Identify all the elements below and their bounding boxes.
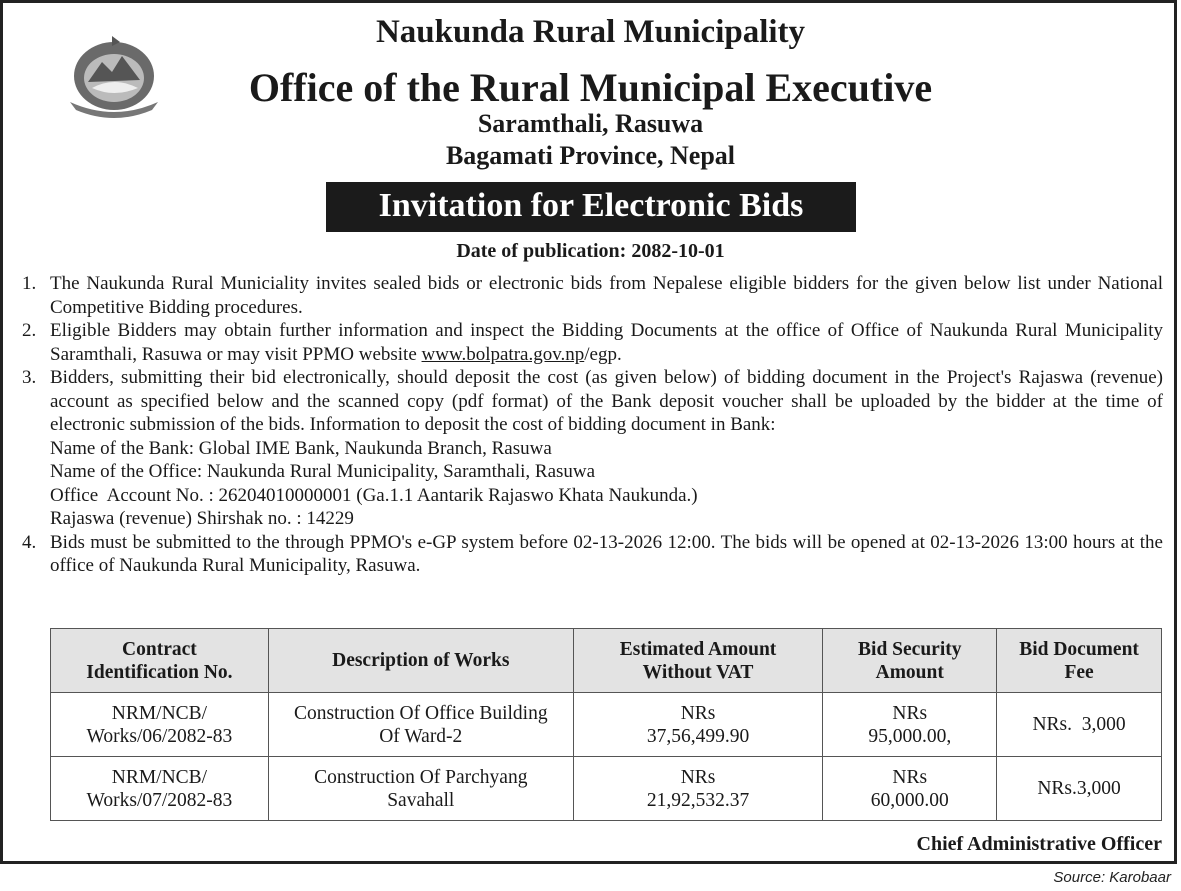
header-text: Identification No. — [86, 661, 233, 683]
office-location: Saramthali, Rasuwa — [477, 109, 704, 138]
header-contract-id — [51, 629, 269, 693]
cell-contract-id — [51, 757, 269, 821]
cell-bid-security — [823, 693, 997, 757]
cell-text: 95,000.00, — [868, 725, 952, 747]
cell-text: 37,56,499.90 — [646, 725, 750, 747]
account-number: Office Account No. : 26204010000001 (Ga.1.1 Aantarik Rajaswo Khata Naukunda.) — [50, 484, 698, 506]
source-credit: Source: Karobaar — [1053, 869, 1171, 886]
cell-text: 60,000.00 — [870, 789, 949, 811]
item-body — [50, 366, 1163, 531]
item-number: 3. — [22, 367, 37, 388]
cell-text: NRM/NCB/ — [111, 702, 208, 724]
item-text-part: /egp. — [584, 343, 622, 365]
cell-text: NRs — [680, 766, 716, 788]
list-item — [22, 319, 1163, 366]
list-item — [22, 366, 1163, 531]
revenue-heading-number: Rajaswa (revenue) Shirshak no. : 14229 — [50, 508, 354, 529]
list-item — [22, 531, 1163, 578]
cell-text: NRs — [892, 766, 928, 788]
header-document-fee — [997, 629, 1162, 693]
header-description — [268, 629, 573, 693]
cell-text: Works/06/2082-83 — [86, 725, 233, 747]
header-text: Bid Security — [858, 638, 962, 660]
item-text: Bidders, submitting their bid electronically, should deposit the cost (as given below) of bidding document in the Project's Rajaswa (revenue) account as specified below and the scanned copy (pdf format) of the Bank deposit voucher shall be uploaded by the bidder at the time of electronic submission of the bids. Information to deposit the cost of bidding document in Bank: — [50, 367, 1163, 435]
cell-text: NRs. 3,000 — [1032, 714, 1126, 735]
publication-date: Date of publication: 2082-10-01 — [456, 240, 725, 262]
signatory: Chief Administrative Officer — [916, 833, 1162, 855]
cell-bid-security — [823, 757, 997, 821]
ppmo-website-link[interactable]: www.bolpatra.gov.np — [421, 343, 585, 365]
header-text: Contract — [122, 638, 197, 660]
cell-text: NRs.3,000 — [1037, 778, 1121, 799]
bank-name: Name of the Bank: Global IME Bank, Naukunda Branch, Rasuwa — [50, 437, 552, 459]
header-text: Fee — [1064, 661, 1094, 683]
header-text: Bid Document — [1019, 638, 1139, 660]
cell-text: NRM/NCB/ — [111, 766, 208, 788]
cell-text: Of Ward-2 — [379, 725, 463, 747]
item-number: 1. — [22, 273, 37, 294]
office-name: Office of the Rural Municipal Executive — [248, 65, 933, 110]
header-bid-security — [823, 629, 997, 693]
cell-description — [268, 693, 573, 757]
list-item — [22, 272, 1163, 319]
notice-items — [22, 272, 1163, 578]
office-name-detail: Name of the Office: Naukunda Rural Municipality, Saramthali, Rasuwa — [50, 461, 596, 482]
header-text: Amount — [875, 661, 944, 683]
table-header-row — [51, 629, 1162, 693]
header-text: Description of Works — [332, 650, 510, 671]
item-text — [50, 319, 1163, 366]
table-row — [51, 757, 1162, 821]
cell-text: Construction Of Office Building — [293, 702, 548, 724]
municipality-name: Naukunda Rural Municipality — [375, 14, 806, 50]
cell-text: 21,92,532.37 — [646, 789, 750, 811]
cell-contract-id — [51, 693, 269, 757]
province: Bagamati Province, Nepal — [445, 141, 736, 170]
item-text-part: Eligible Bidders may obtain further information and inspect the Bidding Documents at the office of Office of Naukunda Rural Municipality Saramthali, Rasuwa or may visit PPMO website — [50, 320, 1163, 365]
cell-text: Savahall — [387, 789, 455, 811]
cell-text: NRs — [680, 702, 716, 724]
table-row — [51, 693, 1162, 757]
cell-document-fee — [997, 757, 1162, 821]
header-estimated-amount — [573, 629, 823, 693]
cell-estimated-amount — [573, 693, 823, 757]
cell-document-fee — [997, 693, 1162, 757]
item-number: 4. — [22, 531, 37, 553]
item-number: 2. — [22, 320, 37, 341]
cell-text: Works/07/2082-83 — [86, 789, 233, 811]
cell-estimated-amount — [573, 757, 823, 821]
cell-text: NRs — [892, 702, 928, 724]
notice-title: Invitation for Electronic Bids — [326, 182, 856, 232]
bids-table — [50, 628, 1162, 821]
header-text: Estimated Amount — [619, 638, 777, 660]
cell-description — [268, 757, 573, 821]
cell-text: Construction Of Parchyang — [314, 766, 528, 788]
item-text: Bids must be submitted to the through PPMO's e-GP system before 02-13-2026 12:00. The bids will be opened at 02-13-2026 13:00 hours at the office of Naukunda Rural Municipality, Rasuwa. — [50, 531, 1163, 576]
item-text: The Naukunda Rural Municiality invites sealed bids or electronic bids from Nepalese eligible bidders for the given below list under National Competitive Bidding procedures. — [50, 273, 1163, 318]
header-text: Without VAT — [642, 661, 754, 683]
